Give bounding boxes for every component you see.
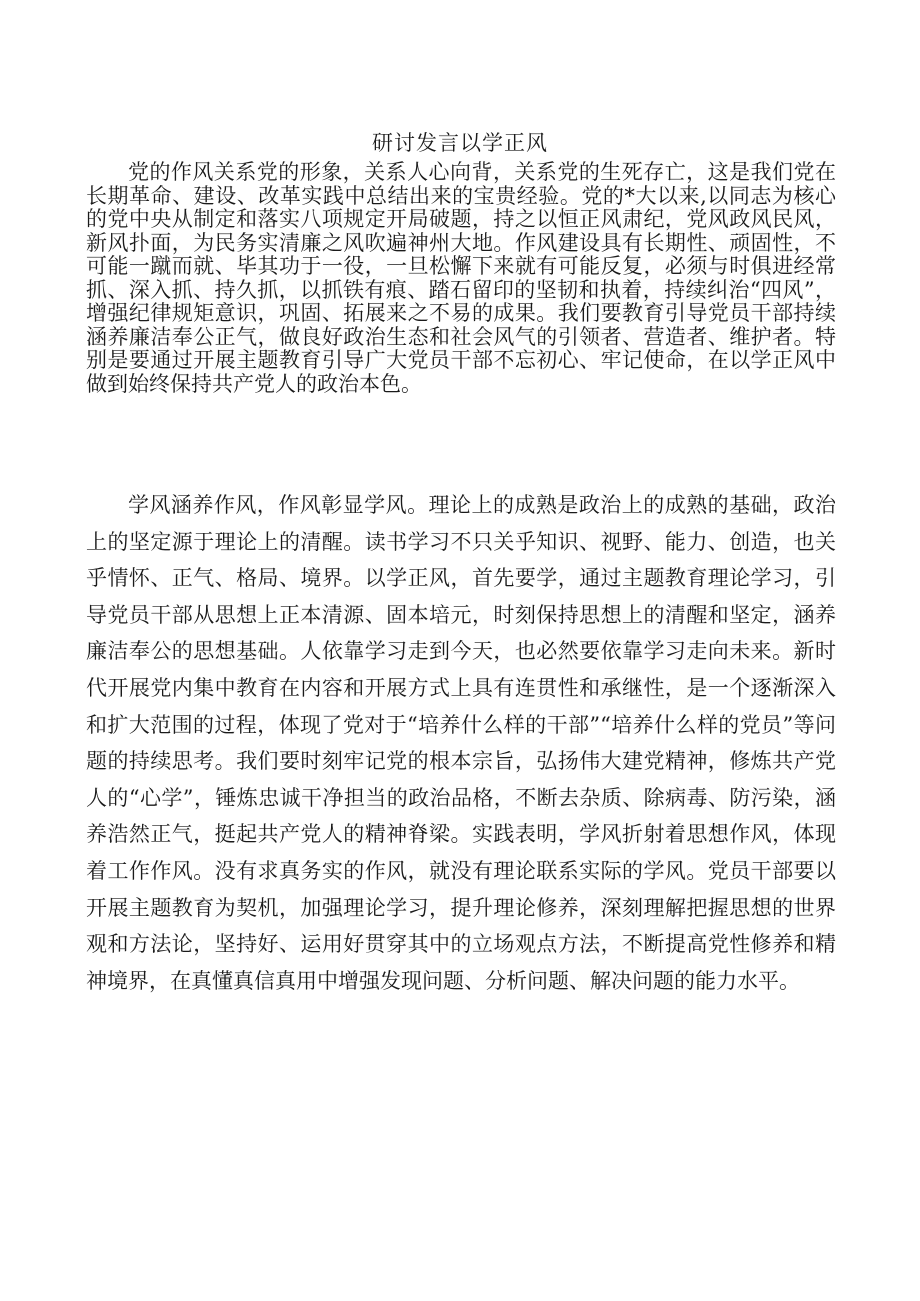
paragraph-1: 党的作风关系党的形象，关系人心向背，关系党的生死存亡，这是我们党在长期革命、建设、改革实践中总结出来的宝贵经验。党的*大以来,以同志为核心的党中央从制定和落实八项规定开局破题，持之以恒正风肃纪，党风政风民风，新风扑面，为民务实清廉之风吹遍神州大地。作风建设具有长期性、顽固性，不可能一蹴而就、毕其功于一役，一旦松懈下来就有可能反复，必须与时俱进经常抓、深入抓、持久抓，以抓铁有痕、踏石留印的坚韧和执着，持续纠治“四风”，增强纪律规矩意识，巩固、拓展来之不易的成果。我们要教育引导党员干部持续涵养廉洁奉公正气，做良好政治生态和社会风气的引领者、营造者、维护者。特别是要通过开展主题教育引导广大党员干部不忘初心、牢记使命，在以学正风中做到始终保持共产党人的政治本色。: [86, 160, 836, 396]
document-title: 研讨发言以学正风: [372, 131, 548, 155]
paragraph-2: 学风涵养作风，作风彰显学风。理论上的成熟是政治上的成熟的基础，政治上的坚定源于理论上的清醒。读书学习不只关乎知识、视野、能力、创造，也关乎情怀、正气、格局、境界。以学正风，首先要学，通过主题教育理论学习，引导党员干部从思想上正本清源、固本培元，时刻保持思想上的清醒和坚定，涵养廉洁奉公的思想基础。人依靠学习走到今天，也必然要依靠学习走向未来。新时代开展党内集中教育在内容和开展方式上具有连贯性和承继性，是一个逐渐深入和扩大范围的过程，体现了党对于“培养什么样的干部”“培养什么样的党员”等问题的持续思考。我们要时刻牢记党的根本宗旨，弘扬伟大建党精神，修炼共产党人的“心学”，锤炼忠诚干净担当的政治品格，不断去杂质、除病毒、防污染，涵养浩然正气，挺起共产党人的精神脊梁。实践表明，学风折射着思想作风，体现着工作作风。没有求真务实的作风，就没有理论联系实际的学风。党员干部要以开展主题教育为契机，加强理论学习，提升理论修养，深刻理解把握思想的世界观和方法论，坚持好、运用好贯穿其中的立场观点方法，不断提高党性修养和精神境界，在真懂真信真用中增强发现问题、分析问题、解决问题的能力水平。: [86, 493, 836, 993]
